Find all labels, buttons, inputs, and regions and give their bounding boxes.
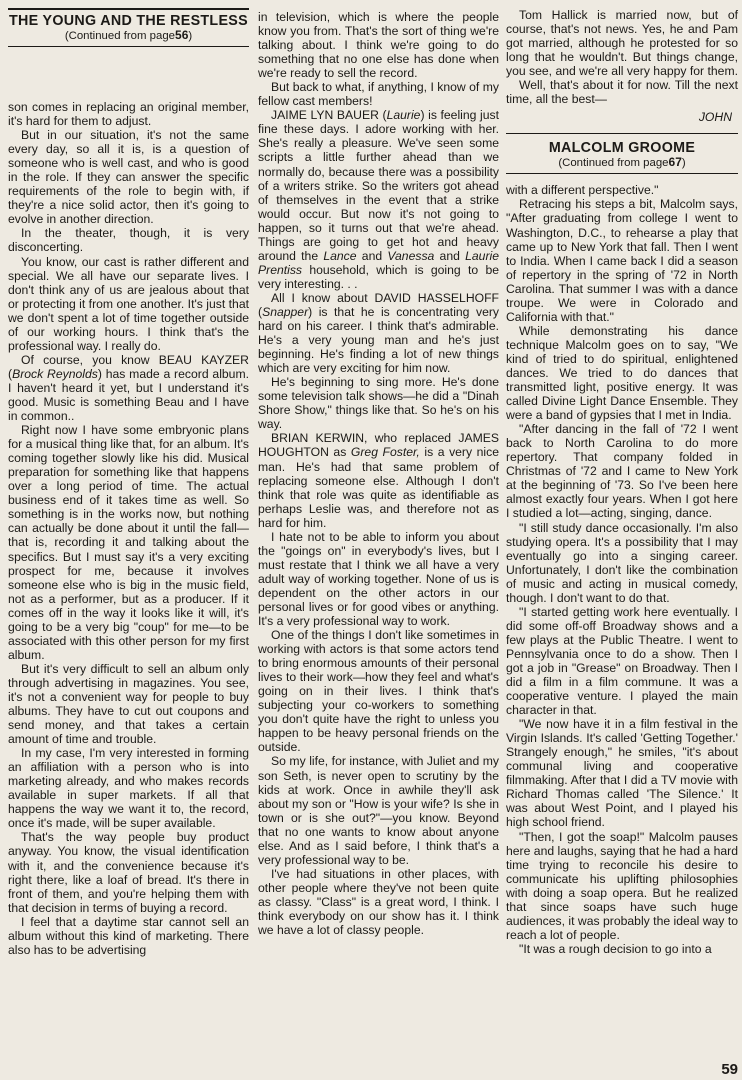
paragraph: I've had situations in other places, with other people where they've not been quite as classy. "Class" is a great word, I think. I think everybody on our show has it. I think we have a lot of classy people. — [258, 866, 499, 938]
paragraph: But it's very difficult to sell an album only through advertising in magazines. You see, it's not a convenient way for people to buy albums. They have to cut out coupons and send money, and that takes a certain amount of time and trouble. — [8, 661, 249, 747]
paragraph: But in our situation, it's not the same every day, so all it is, is a question of someone who is well cast, and who is good in the role. If they can answer the specific requirements of the role to begin with, if they're a nice solid actor, then it's going to evolve in another direction. — [8, 128, 249, 227]
paragraph: "I started getting work here eventually. I did some off-off Broadway shows and a few plays at the Public Theatre. I went to Pennsylvania once to do a show. Then I got a job in "Grease" on Broadway. Then I did a film in a film commune. It was a cooperative venture. I played the main character in that. — [506, 604, 738, 718]
paragraph: Retracing his steps a bit, Malcolm says, "After graduating from college I went to Washington, D.C., to rehearse a play that came up to New York that fall. Then I went to India. When I came back I did a season of repertory in the spring of '72 in North Carolina. That summer I was with a dance troupe. We were in Colorado and California with that." — [506, 197, 738, 324]
paragraph: with a different perspective." — [506, 183, 659, 198]
paragraph: Right now I have some embryonic plans for a musical thing like that, for an album. It's coming together slowly like his did. Musical preparation for something like that happens over a long period of time. The actual business end of it takes time as well. So something is in the works now, but nothing can actually be done about it until the fall—that is, recording it and talking about the specifics. But I must say it's a very exciting prospect for me, because it involves someone else who is big in the music field, not as a performer, but as a producer. If it comes off in the way it looks like it will, it's going to be a very big "coup" for me—to be associated with this other person for my first album. — [8, 423, 249, 662]
paragraph: I hate not to be able to inform you about the "goings on" in everybody's lives, but I must restate that I think we all have a very adult way of working together. None of us is dependent on the other actors in our personal lives or for good vibes or anything. It's a very professional way to work. — [258, 529, 499, 629]
article-title: THE YOUNG AND THE RESTLESS — [9, 13, 248, 29]
paragraph: I feel that a daytime star cannot sell an album without this kind of marketing. There also has to be advertising — [8, 914, 249, 957]
paragraph: He's beginning to sing more. He's done some television talk shows—he did a "Dinah Shore Show," things like that. So he's on his way. — [258, 375, 499, 432]
paragraph-brian-kerwin: BRIAN KERWIN, who replaced JAMES HOUGHTON as Greg Foster, is a very nice man. He's had that same problem of replacing someone else. Although I don't think that role was quite as identifiable as perhaps Leslie was, and therefore not as hard for him. — [258, 431, 500, 530]
paragraph-jaime-lyn-bauer: JAIME LYN BAUER (Laurie) is feeling just fine these days. I adore working with her. She's really a pleasure. We've seen some scripts a little further ahead than we normally do, because there was a possibility of a writers strike. So the writers got ahead of themselves in the event that a strike would occur. But now it's not going to happen, so it turns out that we're ahead. Things are going to get hot and heavy around the Lance and Vanessa and Laurie Prentiss household, which is going to be very interesting. . . — [258, 108, 499, 291]
article-header-malcolm-groome — [506, 140, 738, 174]
paragraph: son comes in replacing an original member, it's hard for them to adjust. — [8, 100, 249, 129]
paragraph: One of the things I don't like sometimes in working with actors is that some actors tend to bring enormous amounts of their personal lives to their work—how they feel and what's going on in their lives. I think that's subjecting your co-workers to something you don't quite have the right to unless you happen to be heavy personal friends on the outside. — [258, 628, 499, 755]
paragraph: That's the way people buy product anyway. You know, the visual identification with it, and the convenience because it's right there, like a loaf of bread. It's there in front of them, and you're helping them with that decision in terms of buying a record. — [8, 830, 249, 915]
page-number: 59 — [721, 1061, 738, 1078]
paragraph-beau-kayzer: Of course, you know BEAU KAYZER (Brock Reynolds) has made a record album. I haven't heard it yet, but I understand it's good. Music is something Beau and I have in common.. — [8, 352, 249, 424]
column-3 — [506, 8, 738, 956]
column-2 — [258, 10, 499, 937]
paragraph: "Then, I got the soap!" Malcolm pauses here and laughs, saying that he had a hard time trying to reconcile his desire to communicate his uplifting philosophies with doing a soap opera. But he realized that since soaps have such huge audiences, it was probably the ideal way to reach a lot of people. — [506, 829, 738, 942]
paragraph: While demonstrating his dance technique Malcolm goes on to say, "We kind of tried to do spiritual, enlightened dances. We tried to do dances that transmitted light, positive energy. It was called Divine Light Dance Ensemble. They were a band of gypsies that I met in India. — [506, 323, 738, 423]
continued-note: (Continued from page56) — [8, 29, 249, 47]
column-1 — [8, 8, 249, 957]
article-header-young-restless — [8, 8, 249, 47]
paragraph: You know, our cast is rather different and special. We all have our separate lives. I don't think any of us are jealous about that or protecting it from one another. It's just that we don't spent a lot of time together outside of our working hours. I think that's the professional way. I really do. — [8, 254, 249, 353]
paragraph: Well, that's about it for now. Till the next time, all the best— — [506, 78, 738, 107]
paragraph: In the theater, though, it is very disconcerting. — [8, 226, 249, 255]
paragraph: Tom Hallick is married now, but of course, that's not news. Yes, he and Pam got married, although he protested for so long that he wouldn't. But things change, you see, and we're all very happy for them. — [506, 8, 738, 79]
continued-note: (Continued from page67) — [506, 156, 738, 174]
paragraph: But back to what, if anything, I know of my fellow cast members! — [258, 80, 499, 109]
paragraph: "I still study dance occasionally. I'm also studying opera. It's a possibility that I may eventually go into a singing career. Unfortunately, I don't like the combination of music and acting in musical comedy, though. I don't want to do that. — [506, 520, 738, 605]
paragraph: In my case, I'm very interested in forming an affiliation with a person who is into marketing already, and who makes records available in super markets. If all that happens the way we want it to, the record, once it's made, will be super available. — [8, 746, 249, 831]
role-name: Brock Reynolds — [12, 366, 98, 381]
article-title: MALCOLM GROOME — [548, 140, 696, 157]
divider — [506, 133, 738, 134]
paragraph: So my life, for instance, with Juliet and my son Seth, is never open to scrutiny by the kids at work. Once in awhile they'll ask about my son or "How is your wife? Is she in town or is she out?"—you know. Beyond that no one wants to know about anyone else. And as I said before, I think that's a very professional way to be. — [258, 754, 499, 867]
paragraph: in television, which is where the people know you from. That's the sort of thing we're talking about. I think we're going to do something that no one else has done when we're ready to sell the record. — [258, 10, 499, 81]
paragraph: "We now have it in a film festival in the Virgin Islands. It's called 'Getting Together.' Strangely enough," he smiles, "it's about communal living and cooperative filmmaking. After that I did a TV movie with Richard Thomas called 'The Silence.' It was about West Point, and I played his high school friend. — [506, 717, 738, 830]
paragraph: "After dancing in the fall of '72 I went back to North Carolina to do more repertory. That company folded in Christmas of '72 and I came to New York at the beginning of '73. So I've been here almost exactly four years. When I got here I studied a lot—acting, singing, dance. — [506, 422, 738, 521]
continued-page-link[interactable]: 67 — [668, 155, 682, 170]
continued-page-link[interactable]: 56 — [175, 28, 189, 42]
paragraph-david-hasselhoff: All I know about DAVID HASSELHOFF (Snapper) is that he is concentrating very hard on his career. I think that's admirable. He's a very young man and he's just beginning. He's finding a lot of new things which are very exciting for him now. — [258, 290, 499, 376]
paragraph: "It was a rough decision to go into a — [519, 941, 712, 956]
author-signoff: JOHN — [698, 110, 732, 125]
